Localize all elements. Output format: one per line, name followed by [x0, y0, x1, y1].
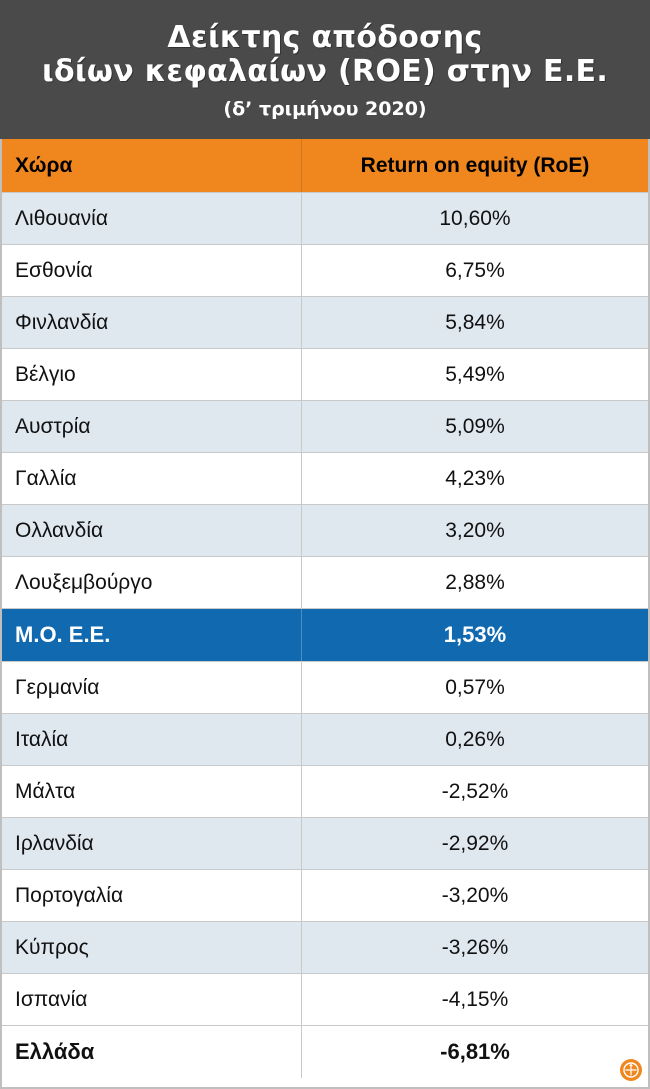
row-country: Γερμανία [2, 662, 302, 713]
table-row [2, 818, 648, 870]
row-value: -3,20% [441, 883, 509, 907]
row-country: Ιρλανδία [2, 818, 302, 869]
row-value: 4,23% [445, 466, 505, 490]
table-header-row [2, 139, 648, 193]
row-country: Πορτογαλία [2, 870, 302, 921]
row-country: Αυστρία [2, 401, 302, 452]
table-row [2, 245, 648, 297]
row-value: -2,52% [441, 779, 509, 803]
row-value: 0,26% [445, 727, 505, 751]
column-header-value: Return on equity (RoE) [360, 153, 590, 177]
table-row-eu-average [2, 609, 648, 662]
column-header-country: Χώρα [2, 139, 302, 192]
row-value: 1,53% [443, 622, 507, 647]
table-row [2, 714, 648, 766]
row-country: Μ.Ο. Ε.Ε. [2, 609, 302, 661]
roe-table [0, 139, 650, 1089]
table-row [2, 557, 648, 609]
row-country: Ιταλία [2, 714, 302, 765]
row-value: -6,81% [440, 1039, 510, 1064]
circle-arrow-logo-icon [620, 1059, 642, 1081]
row-value: 5,84% [445, 310, 505, 334]
table-row [2, 193, 648, 245]
table-row [2, 401, 648, 453]
row-value: -3,26% [441, 935, 509, 959]
row-country: Λουξεμβούργο [2, 557, 302, 608]
row-country: Κύπρος [2, 922, 302, 973]
row-value: -4,15% [441, 987, 509, 1011]
table-row [2, 297, 648, 349]
page-title-line-2: ιδίων κεφαλαίων (ROE) στην Ε.Ε. [41, 54, 609, 89]
row-country: Εσθονία [2, 245, 302, 296]
row-country: Λιθουανία [2, 193, 302, 244]
table-row [2, 870, 648, 922]
title-block [0, 0, 650, 139]
table-row-greece [2, 1026, 648, 1078]
page-subtitle: (δ’ τριμήνου 2020) [223, 97, 427, 120]
row-value: 6,75% [445, 258, 505, 282]
row-value: -2,92% [441, 831, 509, 855]
table-row [2, 662, 648, 714]
row-value: 3,20% [445, 518, 505, 542]
row-value: 10,60% [439, 206, 511, 230]
row-country: Μάλτα [2, 766, 302, 817]
row-country: Γαλλία [2, 453, 302, 504]
table-row [2, 349, 648, 401]
row-country: Βέλγιο [2, 349, 302, 400]
row-country: Ολλανδία [2, 505, 302, 556]
row-country: Ισπανία [2, 974, 302, 1025]
row-country: Φινλανδία [2, 297, 302, 348]
page-title-line-1: Δείκτης απόδοσης [167, 20, 483, 56]
table-row [2, 974, 648, 1026]
row-value: 2,88% [445, 570, 505, 594]
table-row [2, 505, 648, 557]
table-row [2, 766, 648, 818]
row-country: Ελλάδα [2, 1026, 302, 1078]
row-value: 5,09% [445, 414, 505, 438]
row-value: 5,49% [445, 362, 505, 386]
row-value: 0,57% [445, 675, 505, 699]
table-row [2, 453, 648, 505]
table-row [2, 922, 648, 974]
